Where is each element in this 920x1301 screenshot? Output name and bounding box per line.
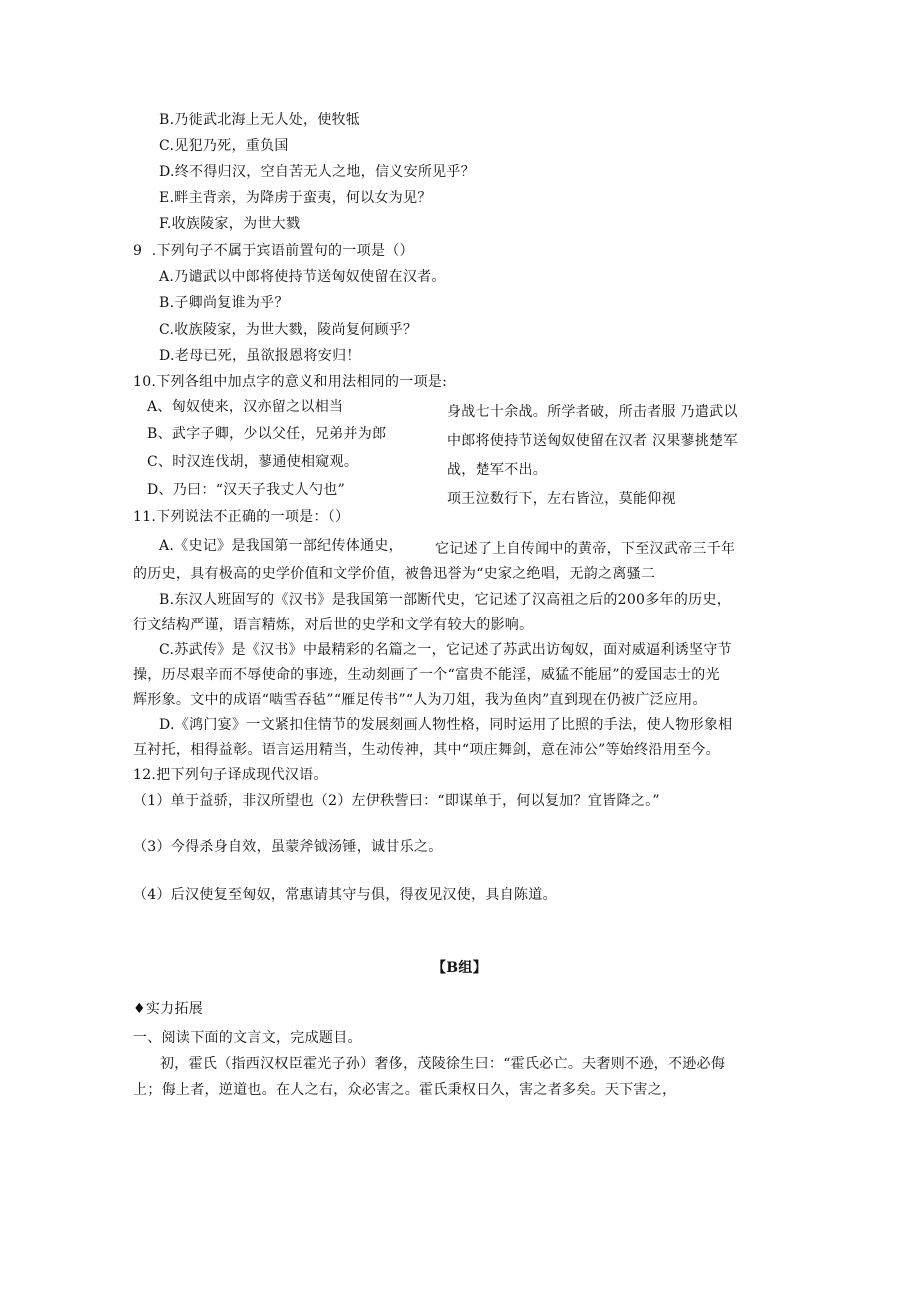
q10-side-text-1: 身战七十余战。所学者破，所击者服 乃遣武以: [447, 404, 738, 420]
strength-expand-heading: ♦实力拓展: [133, 1001, 204, 1017]
section-one-heading: 一、阅读下面的文言文，完成题目。: [133, 1030, 362, 1046]
q8-option-f: F.收族陵家，为世大戮: [159, 216, 301, 232]
q8-option-c: C.见犯乃死，重负国: [159, 138, 289, 154]
q10-option-a: A、匈奴使来，汉亦留之以相当: [147, 399, 344, 415]
q10-option-b: B、武字子卿，少以父任，兄弟并为郎: [147, 426, 387, 442]
q9-option-a: A.乃谴武以中郎将使持节送匈奴使留在汉者。: [159, 269, 446, 285]
q9-option-b: B.子卿尚复谁为乎？: [159, 295, 289, 311]
q11-b-line1: B.东汉人班固写的《汉书》是我国第一部断代史，它记述了汉高祖之后的200多年的历史，: [159, 592, 732, 608]
q11-a-line2: 的历史，具有极高的史学价值和文学价值，被鲁迅誉为“史家之绝唱，无韵之离骚二: [133, 566, 656, 582]
q12-sentence-1-2: （1）单于益骄，非汉所望也（2）左伊秩訾曰：“即谋单于，何以复加？宜皆降之。”: [133, 793, 660, 809]
passage-line-1: 初，霍氏（指西汉权臣霍光子孙）奢侈，茂陵徐生曰：“霍氏必亡。夫奢则不逊，不逊必侮: [160, 1056, 726, 1072]
q12-sentence-3: （3）今得杀身自效，虽蒙斧钺汤锤，诚甘乐之。: [133, 839, 443, 855]
q8-option-e: E.畔主背亲，为降虏于蛮夷，何以女为见？: [159, 190, 432, 206]
q8-option-d: D.终不得归汉，空自苦无人之地，信义安所见乎？: [159, 164, 476, 180]
q12-stem: 12.把下列句子译成现代汉语。: [133, 767, 328, 783]
q10-side-text-2: 中郎将使持节送匈奴使留在汉者 汉果蓼挑楚军: [447, 433, 738, 449]
q11-b-line2: 行文结构严谨，语言精炼，对后世的史学和文学有较大的影响。: [133, 617, 534, 633]
q10-side-text-3: 战，楚军不出。: [447, 462, 548, 478]
group-b-title: 【B组】: [432, 960, 488, 976]
passage-line-2: 上；侮上者，逆道也。在人之右，众必害之。霍氏秉权日久，害之者多矣。天下害之，: [133, 1082, 677, 1098]
q10-option-c: C、时汉连伐胡，蓼通使相窥观。: [147, 454, 359, 470]
q11-a-line1-right: 它记述了上自传闻中的黄帝，下至汉武帝三千年: [435, 541, 736, 557]
q11-d-line1: D.《鸿门宴》一文紧扣住情节的发展刻画人物性格，同时运用了比照的手法，使人物形象相: [159, 717, 733, 733]
q8-option-b: B.乃徙武北海上无人处，使牧牴: [159, 112, 361, 128]
q10-side-text-4: 项王泣数行下，左右皆泣，莫能仰视: [447, 491, 676, 507]
q11-a-line1-left: A.《史记》是我国第一部纪传体通史，: [159, 538, 403, 554]
q11-d-line2: 互衬托，相得益彰。语言运用精当，生动传神，其中“项庄舞剑，意在沛公”等始终沿用至今。: [133, 742, 720, 758]
q11-stem: 11.下列说法不正确的一项是：（）: [133, 509, 350, 525]
q11-c-line3: 辉形象。文中的成语“啮雪吞毡”“雁足传书”“人为刀俎，我为鱼肉”直到现在仍被广泛应用。: [133, 692, 707, 708]
q11-c-line1: C.苏武传》是《汉书》中最精彩的名篇之一，它记述了苏武出访匈奴，面对威逼利诱坚守节: [159, 642, 732, 658]
q9-option-d: D.老母已死，虽欲报恩将安归！: [159, 348, 361, 364]
q11-c-line2: 操，历尽艰辛而不辱使命的事迹，生动刻画了一个“富贵不能淫，威猛不能屈”的爱国志士的光: [133, 667, 720, 683]
q9-stem: 9 .下列句子不属于宾语前置句的一项是（）: [133, 243, 414, 259]
q10-option-d: D、乃曰：“汉天子我丈人勺也”: [147, 482, 346, 498]
q9-option-c: C.收族陵家，为世大戮，陵尚复何顾乎？: [159, 322, 418, 338]
q10-stem: 10.下列各组中加点字的意义和用法相同的一项是:: [133, 374, 448, 390]
q12-sentence-4: （4）后汉使复至匈奴，常惠请其守与俱，得夜见汉使，具自陈道。: [133, 887, 557, 903]
